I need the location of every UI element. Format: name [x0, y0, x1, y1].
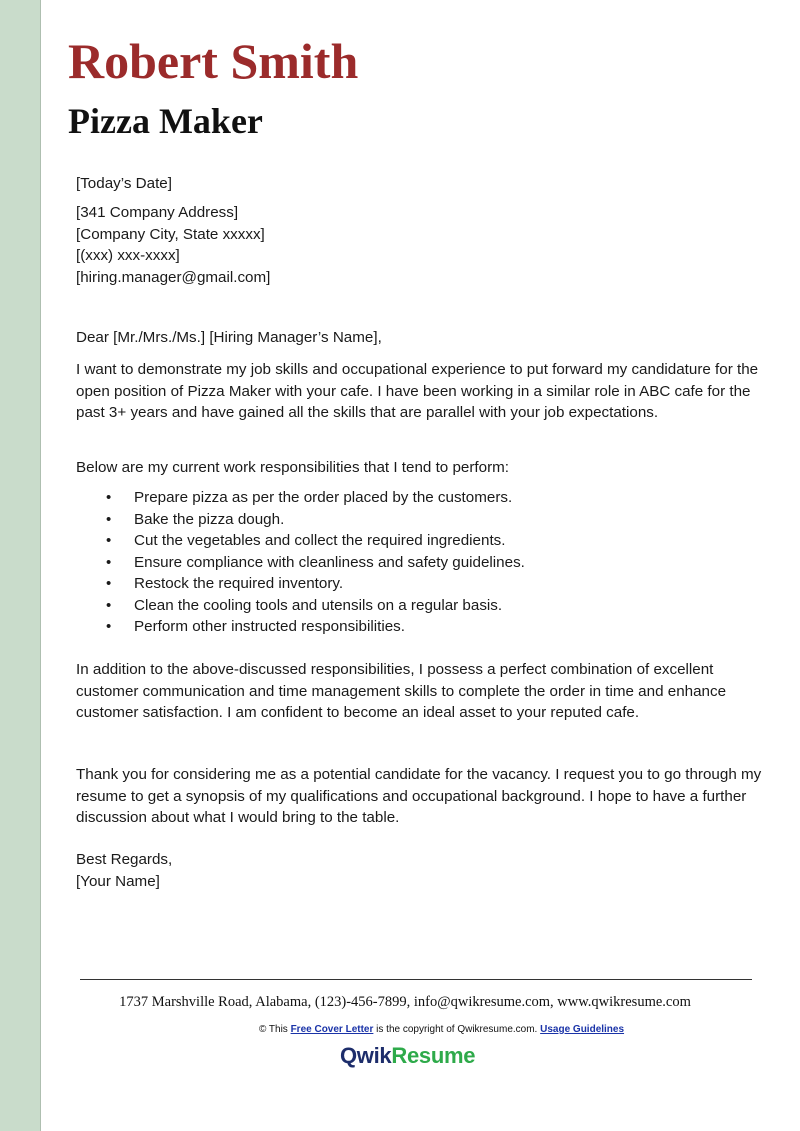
list-item-text: Cut the vegetables and collect the required ingredients. — [134, 532, 506, 549]
list-item-text: Clean the cooling tools and utensils on a regular basis. — [134, 596, 503, 614]
address-line: [hiring.manager@gmail.com] — [76, 268, 271, 286]
logo-part-qwik: Qwik — [340, 1043, 392, 1068]
paragraph-intro: I want to demonstrate my job skills and occupational experience to put forward my candidature for the open position of Pizza Maker with your cafe. I have been working in a similar role in ABC cafe for the past 3+ years and have gained all the skills that are parallel with your job expectations. — [76, 361, 759, 421]
list-item — [76, 530, 766, 552]
bullet-icon: • — [106, 575, 112, 592]
bullet-icon: • — [106, 618, 112, 635]
list-item — [76, 509, 766, 531]
copyright-prefix: © This — [258, 1024, 291, 1035]
usage-guidelines-link[interactable]: Usage Guidelines — [540, 1024, 625, 1035]
qwikresume-logo[interactable] — [340, 1043, 475, 1069]
list-item-text: Restock the required inventory. — [134, 575, 344, 592]
paragraph-skills: In addition to the above-discussed responsibilities, I possess a perfect combination of excellent customer communication and time management skills to complete the order in time and enhance customer satisfaction. I am confident to become an ideal asset to your reputed cafe. — [76, 661, 727, 721]
list-item-text: Perform other instructed responsibilities. — [134, 618, 405, 635]
address-line: [Company City, State xxxxx] — [76, 225, 265, 243]
closing-phrase: Best Regards, — [76, 851, 173, 868]
list-item — [76, 552, 766, 574]
signature-name: [Your Name] — [76, 872, 160, 890]
job-title: Pizza Maker — [68, 101, 263, 141]
decorative-sidebar — [0, 0, 41, 1131]
list-item — [76, 595, 766, 617]
recipient-address — [76, 202, 766, 288]
list-item — [76, 573, 766, 595]
logo-part-resume: Resume — [391, 1043, 476, 1068]
free-cover-letter-link[interactable]: Free Cover Letter — [290, 1024, 374, 1035]
bullet-icon: • — [106, 489, 112, 506]
salutation: Dear [Mr./Mrs./Ms.] [Hiring Manager’s Name], — [76, 329, 382, 346]
applicant-name: Robert Smith — [68, 33, 359, 89]
list-intro: Below are my current work responsibilities that I tend to perform: — [76, 459, 510, 476]
list-item-text: Prepare pizza as per the order placed by the customers. — [134, 489, 513, 506]
letter-date: [Today’s Date] — [76, 175, 172, 192]
list-item — [76, 487, 766, 509]
bullet-icon: • — [106, 553, 112, 571]
footer-divider — [80, 979, 752, 980]
bullet-icon: • — [106, 596, 112, 614]
responsibilities-list — [76, 487, 766, 638]
closing-block — [76, 849, 766, 892]
address-line: [(xxx) xxx-xxxx] — [76, 247, 180, 264]
bullet-icon: • — [106, 532, 112, 549]
copyright-notice — [0, 1024, 800, 1035]
paragraph-thanks: Thank you for considering me as a potential candidate for the vacancy. I request you to go through my resume to get a synopsis of my qualifications and occupational background. I hope to have a further discussion about what I would bring to the table. — [76, 766, 762, 826]
copyright-middle: is the copyright of Qwikresume.com. — [373, 1024, 541, 1035]
address-line: [341 Company Address] — [76, 204, 239, 221]
bullet-icon: • — [106, 510, 112, 528]
footer-contact: 1737 Marshville Road, Alabama, (123)-456-7899, info@qwikresume.com, www.qwikresume.com — [119, 994, 691, 1010]
list-item — [76, 616, 766, 638]
list-item-text: Ensure compliance with cleanliness and safety guidelines. — [134, 553, 525, 571]
list-item-text: Bake the pizza dough. — [134, 510, 285, 528]
